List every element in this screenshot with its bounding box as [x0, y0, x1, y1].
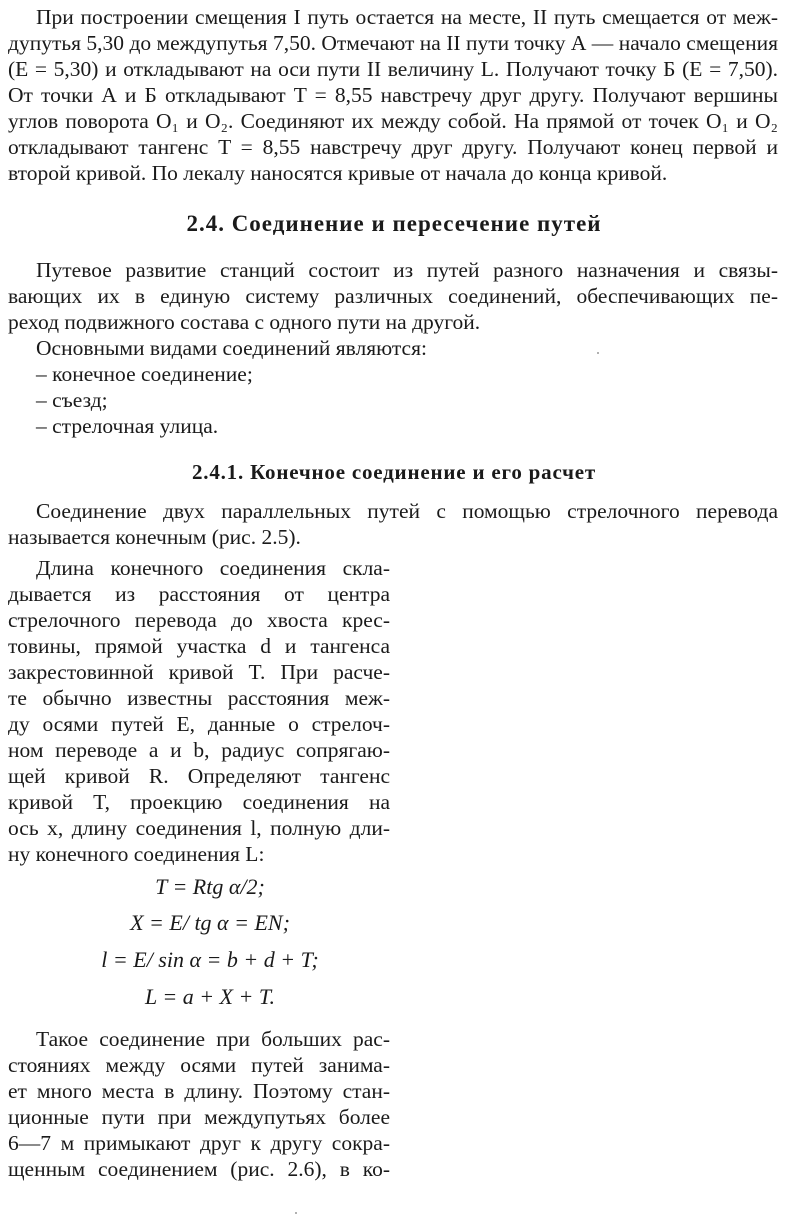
column-line-5: закрестовинной кривой T. При расче- [8, 660, 390, 684]
types-item-3: – стрелочная улица. [36, 414, 219, 438]
column-line-10: кривой T, проекцию соединения на [8, 790, 390, 814]
column-line-8: ном переводе a и b, радиус сопрягаю- [8, 738, 390, 762]
intro-line-7: второй кривой. По лекалу наносятся кривые от начала до конца кривой. [8, 161, 668, 185]
column-line-3: стрелочного перевода до хвоста крес- [8, 608, 390, 632]
section-heading: 2.4. Соединение и пересечение путей [186, 211, 602, 236]
formula-length: l = E/ sin α = b + d + T; [101, 947, 319, 972]
subsection-heading: 2.4.1. Конечное соединение и его расчет [191, 460, 597, 484]
column-line-11: ось x, длину соединения l, полную дли- [8, 816, 390, 840]
section-line-3: реход подвижного состава с одного пути на другой. [8, 310, 481, 334]
column-line-6: те обычно известны расстояния меж- [8, 686, 390, 710]
sub-line-1: Соединение двух параллельных путей с помощью стрелочного перевода [36, 499, 778, 523]
section-line-2: вающих их в единую систему различных соединений, обеспечивающих пе- [8, 284, 778, 308]
column-line-2: дывается из расстояния от центра [8, 582, 390, 606]
column-line-4: товины, прямой участка d и тангенса [8, 634, 390, 658]
column-line-9: щей кривой R. Определяют тангенс [8, 764, 390, 788]
column-line-7: ду осями путей E, данные о стрелоч- [8, 712, 390, 736]
intro-line-5: углов поворота O₁ и O₂. Соединяют их между собой. На прямой от точек O₁ и O₂ [8, 109, 778, 133]
tail-line-2: стояниях между осями путей занима- [8, 1053, 390, 1077]
sub-line-2: называется конечным (рис. 2.5). [8, 525, 301, 549]
types-item-1: – конечное соединение; [36, 362, 253, 386]
formula-tangent: T = Rtg α/2; [155, 874, 265, 899]
tail-line-6: щенным соединением (рис. 2.6), в ко- [8, 1157, 390, 1181]
intro-line-1: При построении смещения I путь остается на месте, II путь смещается от меж- [36, 5, 778, 29]
tail-line-1: Такое соединение при больших рас- [36, 1027, 390, 1051]
tail-line-5: 6—7 м примыкают друг к другу сокра- [8, 1131, 390, 1155]
formula-full-length: L = a + X + T. [145, 984, 275, 1009]
column-line-1: Длина конечного соединения скла- [36, 556, 390, 580]
tail-line-3: ет много места в длину. Поэтому стан- [8, 1079, 390, 1103]
types-intro: Основными видами соединений являются: [36, 336, 427, 360]
tail-line-4: ционные пути при междупутьях более [8, 1105, 390, 1129]
intro-line-6: откладывают тангенс T = 8,55 навстречу друг другу. Получают конец первой и [8, 135, 778, 159]
intro-line-2: дупутья 5,30 до междупутья 7,50. Отмечают на II пути точку А — начало смещения [8, 31, 778, 55]
scan-speck [295, 1212, 297, 1214]
section-line-1: Путевое развитие станций состоит из путей разного назначения и связы- [36, 258, 778, 282]
types-item-2: – съезд; [36, 388, 108, 412]
intro-line-3: (E = 5,30) и откладывают на оси пути II величину L. Получают точку Б (E = 7,50). [8, 57, 778, 81]
formula-projection: X = E/ tg α = EN; [130, 910, 290, 935]
column-line-12: ну конечного соединения L: [8, 842, 265, 866]
scan-speck [597, 352, 599, 354]
intro-line-4: От точки А и Б откладывают T = 8,55 навстречу друг другу. Получают вершины [8, 83, 778, 107]
